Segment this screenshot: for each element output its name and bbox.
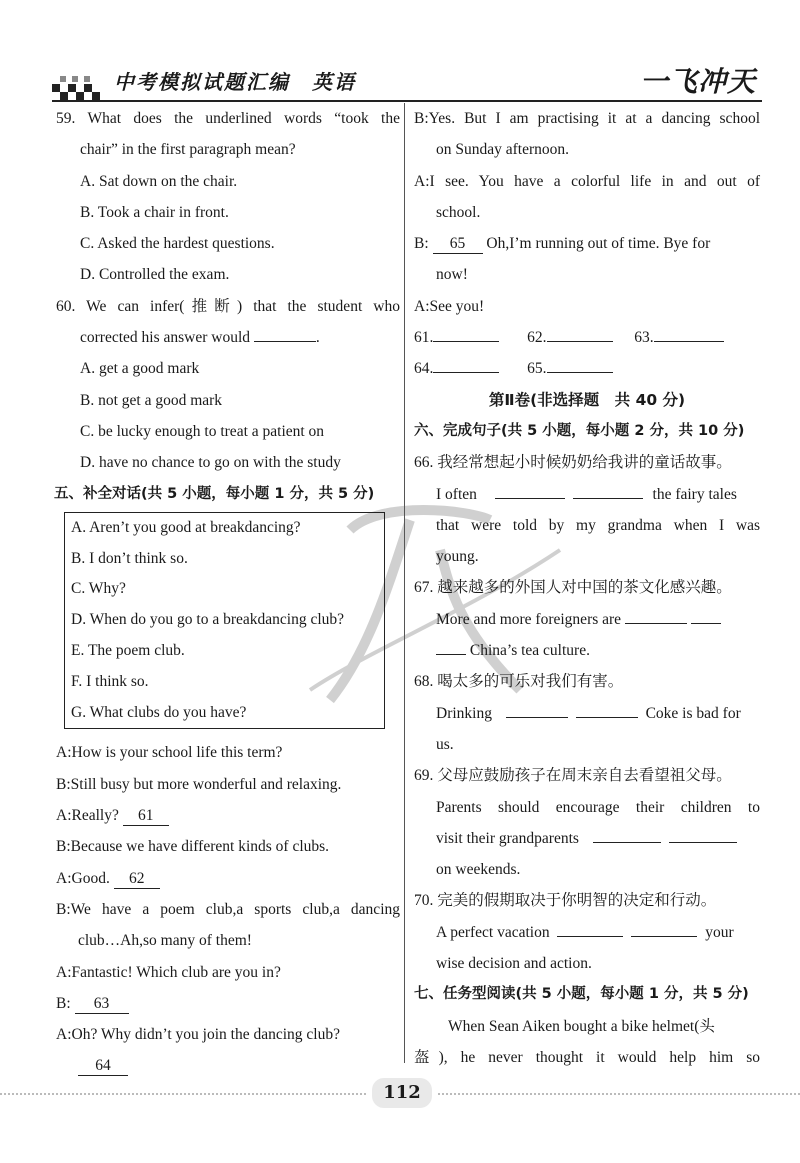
page-number: 112 [372, 1078, 432, 1108]
q70-english-2: wise decision and action. [436, 955, 592, 973]
q70-chinese: 70. 完美的假期取决于你明智的决定和行动。 [414, 892, 717, 910]
q66-english-1 [414, 479, 760, 510]
q68-english-2: us. [436, 735, 454, 753]
q68-text-1: Drinking [436, 704, 492, 722]
reading-line-1: When Sean Aiken bought a bike helmet(头 [448, 1017, 715, 1035]
dialogue-line-10 [56, 1050, 400, 1081]
dialogue-line-5-text: A:Good. [56, 869, 110, 887]
q68-blank-1[interactable] [506, 699, 568, 718]
box-option-a: A. Aren’t you good at breakdancing? [71, 518, 301, 536]
answer-label-64: 64. [414, 360, 434, 378]
q70-blank-2[interactable] [631, 918, 697, 937]
column-divider [404, 103, 405, 1063]
q69-blank-1[interactable] [593, 824, 661, 843]
q69-chinese: 69. 父母应鼓励孩子在周末亲自去看望祖父母。 [414, 767, 732, 785]
q69-text-1: visit their grandparents [436, 829, 579, 847]
dialogue-line-4: B:Because we have different kinds of clubs. [56, 838, 330, 856]
dialogue-line-8-text: B: [56, 994, 71, 1012]
q59-stem: 59. What does the underlined words “took the [56, 110, 400, 127]
reading-line-2: 盔), he never thought it would help him so [414, 1048, 760, 1066]
dialogue-line-12-cont: school. [436, 203, 481, 221]
q66-chinese: 66. 我经常想起小时候奶奶给我讲的童话故事。 [414, 454, 732, 472]
box-option-f: F. I think so. [71, 672, 149, 690]
q66-blank-1[interactable] [495, 480, 565, 499]
answer-blank-62[interactable] [547, 323, 613, 342]
section5-title: 五、补全对话(共 5 小题，每小题 1 分，共 5 分) [54, 485, 375, 502]
answer-label-62: 62. [527, 329, 547, 347]
dialogue-line-8 [56, 988, 400, 1019]
options-box [64, 512, 385, 730]
q59-option-a: A. Sat down on the chair. [80, 172, 238, 190]
q66-text-2: the fairy tales [652, 485, 737, 503]
q67-blank-1[interactable] [625, 605, 687, 624]
dialogue-line-9: A:Oh? Why didn’t you join the dancing club? [56, 1026, 340, 1044]
answer-blank-63[interactable] [654, 323, 724, 342]
blank-61[interactable]: 61 [123, 807, 169, 826]
page-header [52, 60, 762, 102]
answer-label-61: 61. [414, 329, 434, 347]
right-column [414, 103, 760, 1073]
answer-row-2 [414, 353, 760, 384]
q67-text-2: China’s tea culture. [469, 642, 590, 660]
q66-blank-2[interactable] [573, 480, 643, 499]
q59-option-d: D. Controlled the exam. [80, 266, 230, 284]
answer-blank-61[interactable] [433, 323, 499, 342]
q67-blank-3[interactable] [436, 636, 466, 655]
dialogue-line-11-cont: on Sunday afternoon. [436, 141, 570, 159]
q69-blank-2[interactable] [669, 824, 737, 843]
dialogue-line-13 [414, 228, 760, 259]
q66-english-2: that were told by my grandma when I was [436, 516, 760, 534]
box-option-b: B. I don’t think so. [71, 549, 188, 567]
page-footer [0, 1080, 800, 1110]
dialogue-line-3 [56, 800, 400, 831]
q60-stem-text: corrected his answer would [80, 329, 251, 347]
q69-english-2 [414, 823, 760, 854]
box-option-c: C. Why? [71, 580, 126, 598]
dialogue-line-5 [56, 863, 400, 894]
dialogue-line-3-text: A:Really? [56, 807, 119, 825]
dialogue-line-11: B:Yes. But I am practising it at a dancing school [414, 110, 760, 127]
answer-row-1 [414, 322, 760, 353]
q68-blank-2[interactable] [576, 699, 638, 718]
q59-stem-cont: chair” in the first paragraph mean? [80, 141, 296, 159]
section6-title: 六、完成句子(共 5 小题，每小题 2 分，共 10 分) [414, 422, 745, 439]
dialogue-line-1: A:How is your school life this term? [56, 744, 283, 762]
q60-stem: 60. We can infer(推断) that the student who [56, 297, 400, 315]
q67-text-1: More and more foreigners are [436, 610, 622, 628]
q60-answer-blank[interactable] [254, 323, 316, 342]
q70-blank-1[interactable] [557, 918, 623, 937]
dialogue-line-13-cont: now! [436, 266, 468, 284]
answer-label-65: 65. [527, 360, 547, 378]
q66-english-3: young. [436, 548, 479, 566]
dialogue-line-2: B:Still busy but more wonderful and relaxing. [56, 775, 342, 793]
dialogue-line-13-text: Oh,I’m running out of time. Bye for [486, 235, 711, 253]
left-column [56, 103, 400, 1082]
section7-title: 七、任务型阅读(共 5 小题，每小题 1 分，共 5 分) [414, 986, 749, 1003]
book-title: 中考模拟试题汇编 英语 [114, 70, 356, 94]
dialogue-line-7: A:Fantastic! Which club are you in? [56, 963, 281, 981]
part2-title: 第Ⅱ卷(非选择题 共 40 分) [488, 390, 686, 409]
q68-english-1 [414, 698, 760, 729]
q67-blank-2[interactable] [691, 605, 721, 624]
box-option-d: D. When do you go to a breakdancing club? [71, 611, 345, 629]
header-rule [52, 100, 762, 102]
q59-option-b: B. Took a chair in front. [80, 203, 229, 221]
dialogue-line-6: B:We have a poem club,a sports club,a dancing [56, 900, 400, 918]
q60-stem-end: . [315, 329, 320, 347]
answer-label-63: 63. [634, 329, 654, 347]
q60-option-d: D. have no chance to go on with the study [80, 454, 341, 472]
q68-chinese: 68. 喝太多的可乐对我们有害。 [414, 673, 624, 691]
brand-logo: 一飞冲天 [639, 65, 756, 98]
q67-english-2 [414, 635, 760, 666]
q67-english-1 [414, 604, 760, 635]
q69-english-3: on weekends. [436, 861, 521, 879]
q66-text-1: I often [436, 485, 477, 503]
q60-option-a: A. get a good mark [80, 360, 200, 378]
dialogue-line-13-pre: B: [414, 235, 429, 253]
q60-option-b: B. not get a good mark [80, 391, 223, 409]
blank-62[interactable]: 62 [114, 870, 160, 889]
q70-text-1: A perfect vacation [436, 923, 550, 941]
dialogue-line-14: A:See you! [414, 297, 485, 315]
q67-chinese: 67. 越来越多的外国人对中国的茶文化感兴趣。 [414, 579, 732, 597]
q60-stem-cont [56, 322, 400, 353]
dialogue-line-12: A:I see. You have a colorful life in and out of [414, 172, 760, 190]
q69-english-1: Parents should encourage their children to [436, 798, 760, 816]
dialogue-line-6-cont: club…Ah,so many of them! [78, 932, 252, 950]
answer-blank-65[interactable] [547, 354, 613, 373]
footer-rule-right [438, 1093, 800, 1095]
box-option-e: E. The poem club. [71, 642, 185, 660]
checker-pattern-decoration [52, 70, 104, 100]
blank-65[interactable]: 65 [433, 235, 483, 254]
blank-63[interactable]: 63 [75, 995, 129, 1014]
q59-option-c: C. Asked the hardest questions. [80, 235, 275, 253]
answer-blank-64[interactable] [433, 354, 499, 373]
q70-text-2: your [705, 923, 734, 941]
blank-64[interactable]: 64 [78, 1057, 128, 1076]
q60-option-c: C. be lucky enough to treat a patient on [80, 422, 325, 440]
q70-english-1 [414, 917, 760, 948]
footer-rule-left [0, 1093, 366, 1095]
box-option-g: G. What clubs do you have? [71, 703, 247, 721]
q68-text-2: Coke is bad for [645, 704, 741, 722]
